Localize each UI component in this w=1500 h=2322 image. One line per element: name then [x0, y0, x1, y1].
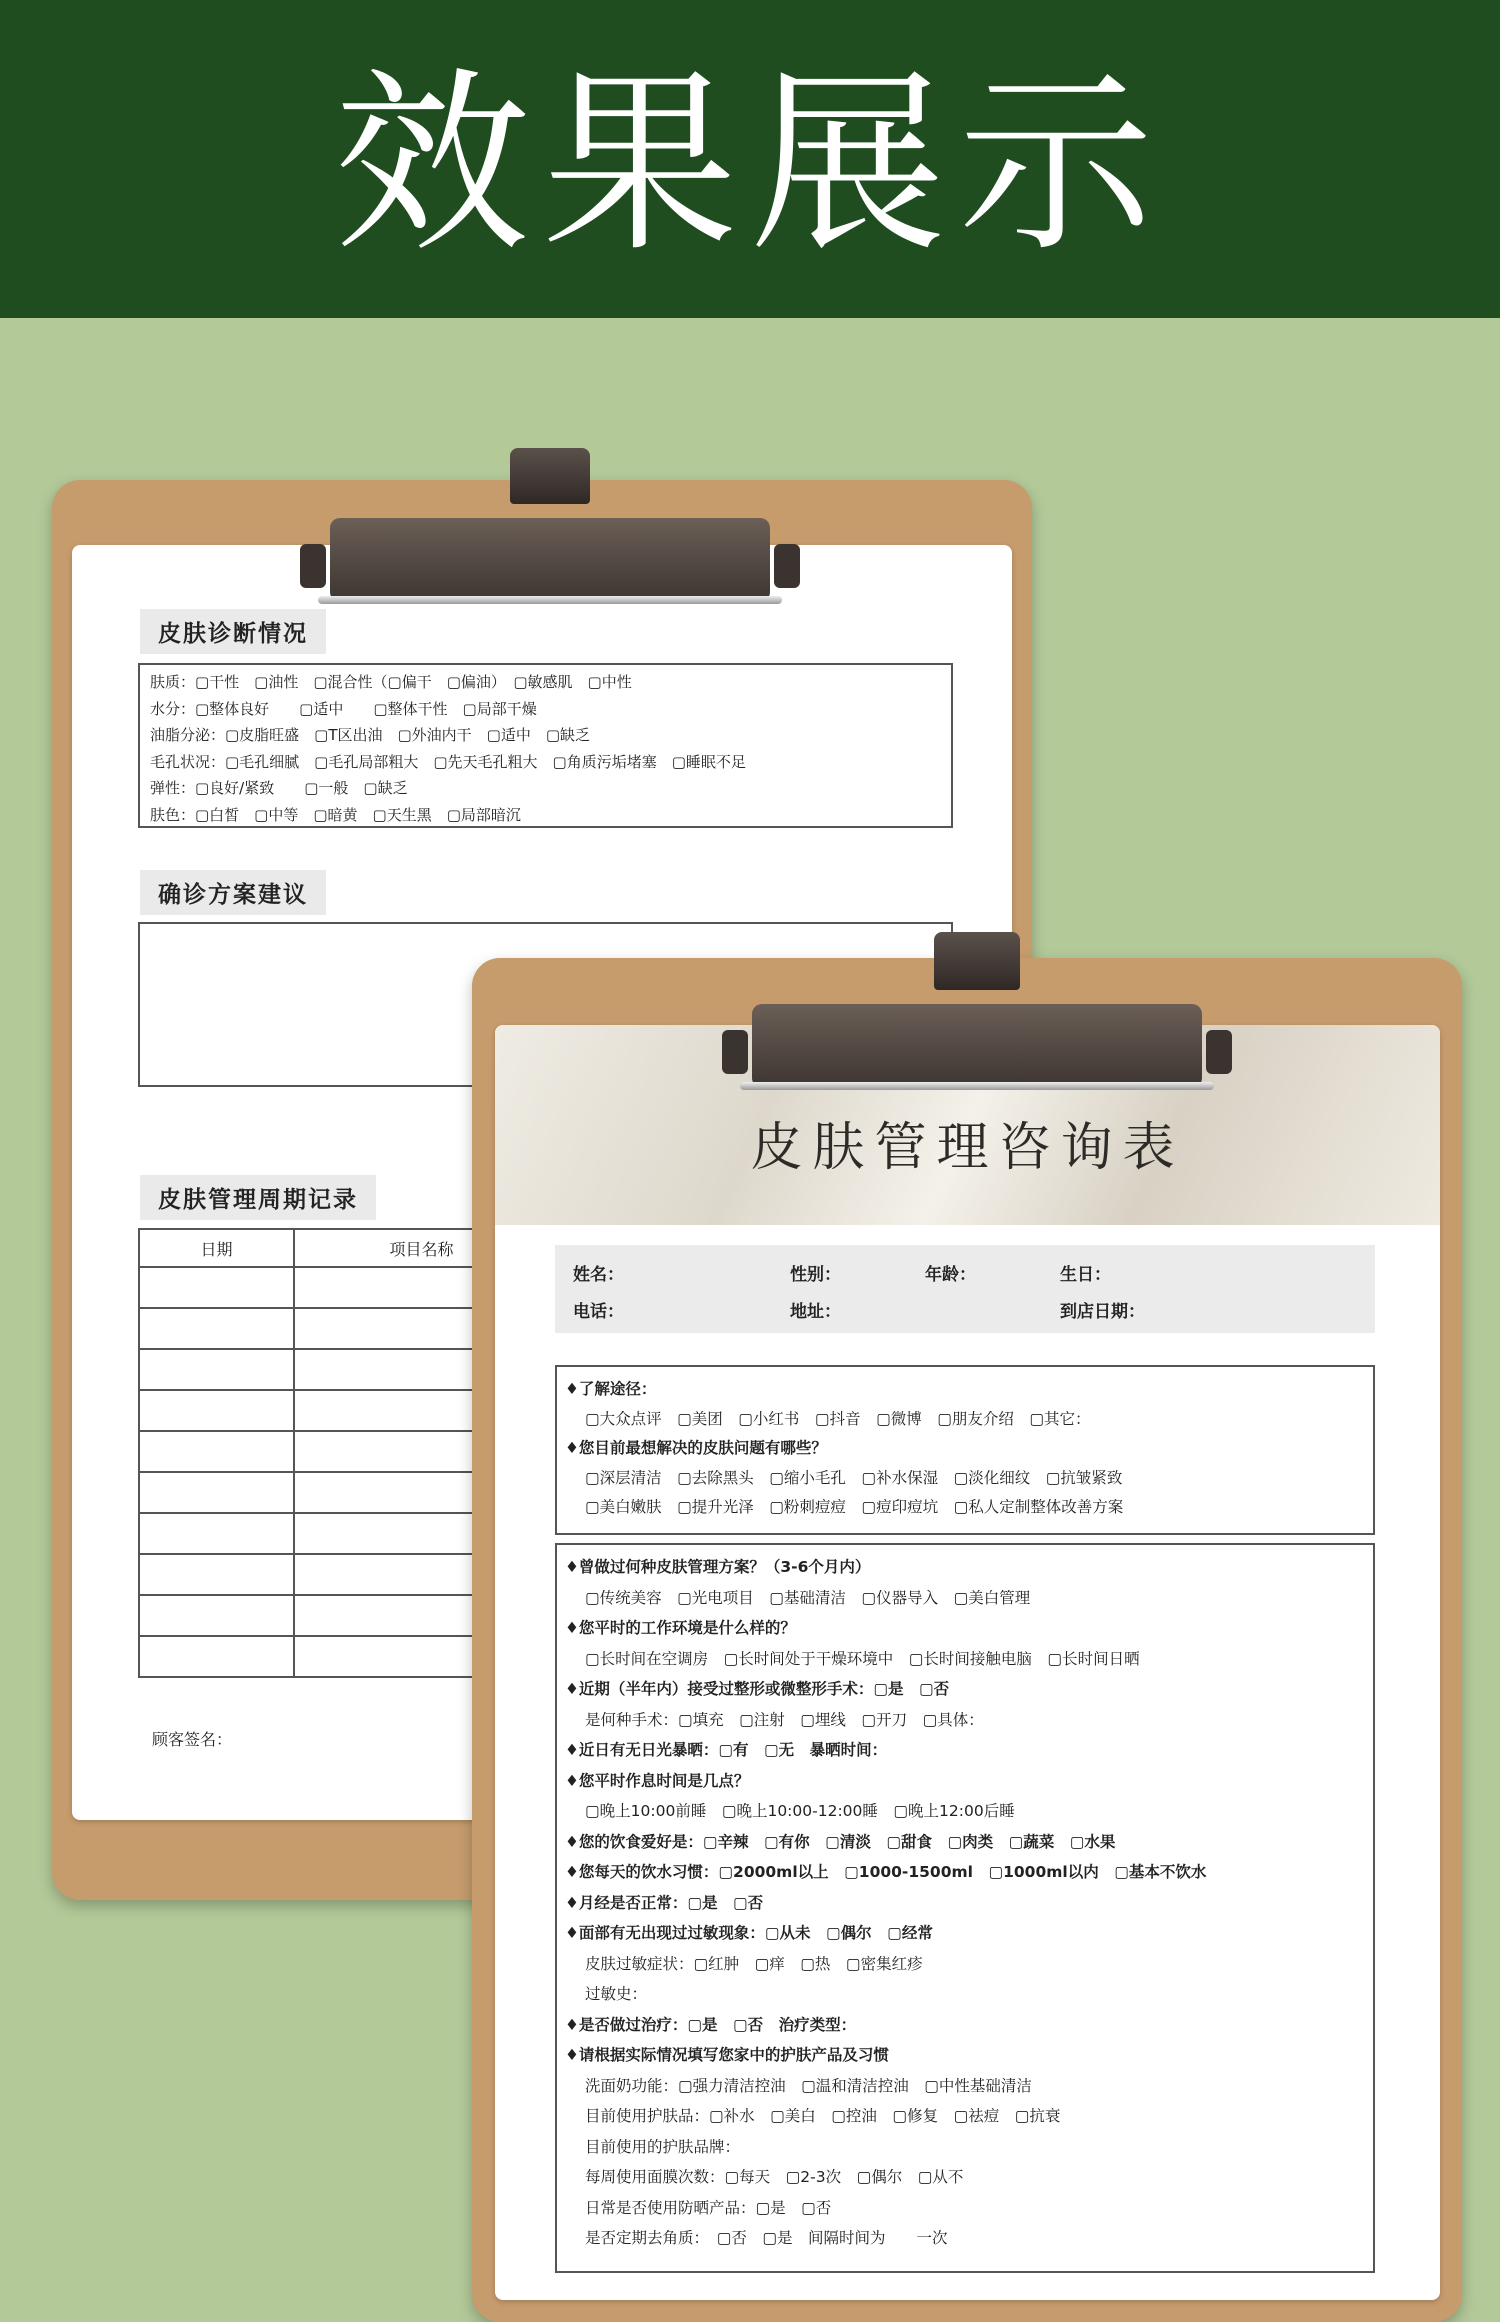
question-options[interactable]: 每周使用面膜次数：▢每天 ▢2-3次 ▢偶尔 ▢从不 [585, 2168, 964, 2186]
diagnosis-line[interactable]: 油脂分泌：▢皮脂旺盛 ▢T区出油 ▢外油内干 ▢适中 ▢缺乏 [150, 726, 591, 744]
question-options[interactable]: 是何种手术：▢填充 ▢注射 ▢埋线 ▢开刀 ▢具体： [585, 1710, 984, 1729]
question-options[interactable]: 洗面奶功能：▢强力清洁控油 ▢温和清洁控油 ▢中性基础清洁 [585, 2076, 1032, 2095]
clip-end-left [722, 1030, 748, 1074]
diagnosis-line[interactable]: 肤质：▢干性 ▢油性 ▢混合性（▢偏干 ▢偏油） ▢敏感肌 ▢中性 [150, 673, 632, 691]
clip-top [934, 932, 1020, 990]
question-options[interactable]: 是否定期去角质： ▢否 ▢是 间隔时间为 一次 [585, 2229, 948, 2247]
question-block-1 [555, 1365, 1375, 1535]
clip-base [752, 1004, 1202, 1088]
clip-end-right [1206, 1030, 1232, 1074]
question-heading: ♦您目前最想解决的皮肤问题有哪些？ [565, 1439, 827, 1457]
phone-field[interactable]: 电话： [573, 1302, 624, 1322]
table-cell[interactable] [139, 1267, 294, 1308]
clip-top [510, 448, 590, 504]
table-cell[interactable] [139, 1349, 294, 1390]
banner-title: 效果展示 [333, 51, 1166, 279]
diagnosis-line[interactable]: 水分：▢整体良好 ▢适中 ▢整体干性 ▢局部干燥 [150, 699, 537, 718]
question-heading: ♦您每天的饮水习惯：▢2000ml以上 ▢1000-1500ml ▢1000ml以内 ▢基本不饮水 [565, 1863, 1207, 1881]
question-heading: ♦近期（半年内）接受过整形或微整形手术：▢是 ▢否 [565, 1680, 950, 1698]
table-cell[interactable] [139, 1431, 294, 1472]
birthday-field[interactable]: 生日： [1060, 1265, 1111, 1285]
question-heading: ♦是否做过治疗：▢是 ▢否 治疗类型： [565, 2015, 857, 2034]
front-form-paper [495, 1025, 1440, 2300]
question-heading: ♦了解途径： [565, 1380, 657, 1398]
table-cell[interactable] [139, 1308, 294, 1349]
question-options[interactable]: 过敏史： [585, 1985, 648, 2003]
question-options[interactable]: 皮肤过敏症状：▢红肿 ▢痒 ▢热 ▢密集红疹 [585, 1954, 923, 1973]
col-item: 项目名称 [294, 1229, 549, 1267]
cycle-title: 皮肤管理周期记录 [140, 1175, 376, 1220]
question-block-2 [555, 1543, 1375, 2273]
question-options[interactable]: ▢长时间在空调房 ▢长时间处于干燥环境中 ▢长时间接触电脑 ▢长时间日晒 [585, 1649, 1140, 1668]
diagnosis-line[interactable]: 肤色：▢白皙 ▢中等 ▢暗黄 ▢天生黑 ▢局部暗沉 [150, 805, 521, 824]
gender-field[interactable]: 性别： [790, 1265, 841, 1285]
visit-date-field[interactable]: 到店日期： [1060, 1302, 1145, 1322]
question-options[interactable]: ▢传统美容 ▢光电项目 ▢基础清洁 ▢仪器导入 ▢美白管理 [585, 1588, 1031, 1607]
question-heading: ♦您平时的工作环境是什么样的？ [565, 1619, 796, 1637]
banner [0, 0, 1500, 318]
question-heading: ♦面部有无出现过过敏现象：▢从未 ▢偶尔 ▢经常 [565, 1924, 933, 1942]
question-options[interactable]: 目前使用护肤品：▢补水 ▢美白 ▢控油 ▢修复 ▢祛痘 ▢抗衰 [585, 2107, 1061, 2125]
address-field[interactable]: 地址： [790, 1302, 841, 1322]
question-heading: ♦您的饮食爱好是：▢辛辣 ▢有你 ▢清淡 ▢甜食 ▢肉类 ▢蔬菜 ▢水果 [565, 1832, 1116, 1851]
signature-label: 顾客签名： [152, 1730, 233, 1749]
diagnosis-line[interactable]: 毛孔状况：▢毛孔细腻 ▢毛孔局部粗大 ▢先天毛孔粗大 ▢角质污垢堵塞 ▢睡眠不足 [150, 752, 746, 771]
diagnosis-box [138, 663, 953, 828]
diagnosis-line[interactable]: 弹性：▢良好/紧致 ▢一般 ▢缺乏 [150, 779, 408, 797]
question-options[interactable]: 目前使用的护肤品牌： [585, 2137, 741, 2156]
question-options[interactable]: ▢深层清洁 ▢去除黑头 ▢缩小毛孔 ▢补水保湿 ▢淡化细纹 ▢抗皱紧致 [585, 1468, 1123, 1487]
diagnosis-title: 皮肤诊断情况 [140, 609, 326, 654]
table-cell[interactable] [139, 1513, 294, 1554]
clip-end-left [300, 544, 326, 588]
table-cell[interactable] [139, 1595, 294, 1636]
table-cell[interactable] [139, 1554, 294, 1595]
question-heading: ♦曾做过何种皮肤管理方案？（3-6个月内） [565, 1558, 871, 1576]
question-heading: ♦请根据实际情况填写您家中的护肤产品及习惯 [565, 2046, 889, 2064]
question-options[interactable]: ▢美白嫩肤 ▢提升光泽 ▢粉刺痘痘 ▢痘印痘坑 ▢私人定制整体改善方案 [585, 1498, 1124, 1516]
table-cell[interactable] [139, 1390, 294, 1431]
question-options[interactable]: ▢大众点评 ▢美团 ▢小红书 ▢抖音 ▢微博 ▢朋友介绍 ▢其它： [585, 1409, 1091, 1428]
name-field[interactable]: 姓名： [573, 1265, 624, 1285]
table-cell[interactable] [139, 1636, 294, 1677]
clip-rail [318, 596, 782, 604]
question-options[interactable]: ▢晚上10:00前睡 ▢晚上10:00-12:00睡 ▢晚上12:00后睡 [585, 1802, 1015, 1820]
question-heading: ♦您平时作息时间是几点？ [565, 1771, 750, 1790]
back-clip-icon [300, 448, 800, 618]
front-clip-icon [722, 932, 1232, 1102]
form-title: 皮肤管理咨询表 [750, 1118, 1185, 1178]
clip-base [330, 518, 770, 602]
clip-end-right [774, 544, 800, 588]
plan-title: 确诊方案建议 [140, 870, 326, 915]
clip-rail [740, 1082, 1214, 1090]
age-field[interactable]: 年龄： [925, 1265, 976, 1285]
question-options[interactable]: 日常是否使用防晒产品：▢是 ▢否 [585, 2198, 832, 2217]
table-cell[interactable] [139, 1472, 294, 1513]
col-date: 日期 [139, 1229, 294, 1267]
question-heading: ♦月经是否正常：▢是 ▢否 [565, 1893, 764, 1912]
question-heading: ♦近日有无日光暴晒：▢有 ▢无 暴晒时间： [565, 1741, 888, 1759]
info-band [555, 1245, 1375, 1333]
